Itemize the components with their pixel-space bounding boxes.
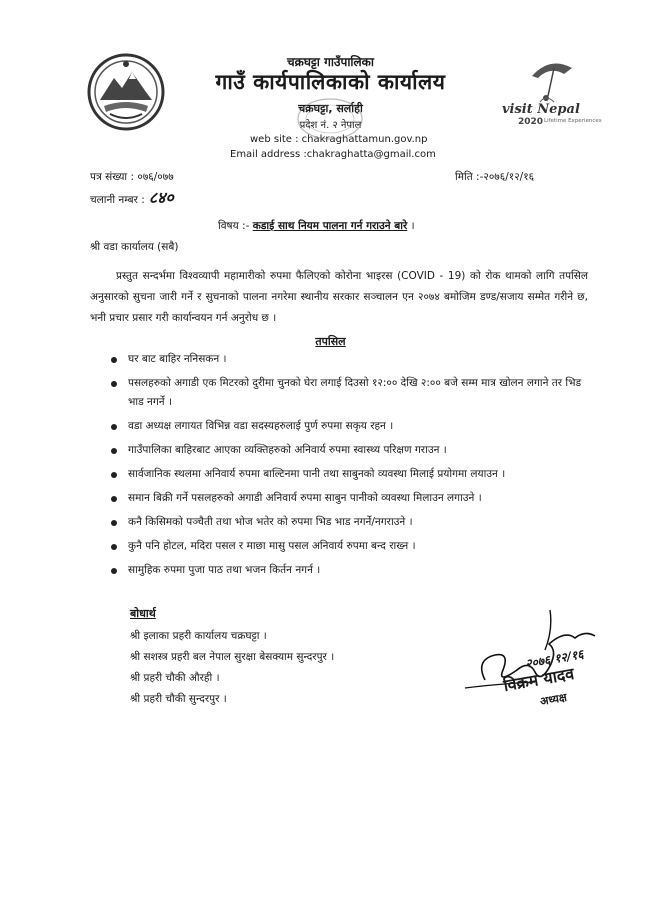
website-text: web site : chakraghattamun.gov.np (250, 134, 428, 145)
office-address: चक्रघट्टा, सर्लाही (298, 102, 363, 115)
list-item: पसलहरुको अगाडी एक मिटरको दुरीमा चुनको घेरा लगाई दिउसो १२:०० देखि २:०० बजे सम्म मात्र खोलन लगाने तर भिड भाड नगर्ने । (104, 374, 590, 412)
list-item: गाउँपालिका बाहिरबाट आएका व्यक्तिहरुको अनिवार्य रुपमा स्वास्थ्य परिक्षण गराउन । (104, 441, 590, 460)
visit-nepal-year: 2020 (518, 117, 544, 127)
signatory-title: अध्यक्ष (539, 690, 568, 709)
municipality-name: चक्रघट्टा गाउँपालिका (286, 55, 374, 69)
signatory-name: विक्रम यादव (501, 663, 576, 696)
dispatch-label: चलानी नम्बर : (90, 194, 145, 206)
email-text: Email address :chakraghatta@gmail.com (230, 149, 436, 160)
recipient: श्री वडा कार्यालय (सबै) (90, 241, 179, 253)
instruction-list (104, 350, 590, 585)
dispatch-value: ८४० (148, 188, 174, 207)
subject-text: कडाई साथ नियम पालना गर्न गराउने बारे (252, 220, 408, 232)
subject-label: विषय :- (218, 220, 250, 232)
umbrella-icon (502, 54, 602, 104)
dispatch-number (90, 186, 174, 208)
cc-heading: बोधार्थ (130, 607, 156, 620)
list-item: सामुहिक रुपमा पुजा पाठ तथा भजन किर्तन नगर्न । (104, 561, 590, 580)
cc-item: श्री प्रहरी चौकी औरही । (130, 672, 220, 684)
visit-nepal-tagline: Lifetime Experiences (544, 118, 602, 124)
visit-nepal-wordmark: visit Nepal (502, 102, 580, 117)
signature-date: २०७६/१२/१६ (524, 647, 585, 671)
subject-line (218, 219, 415, 233)
list-item: सार्वजानिक स्थलमा अनिवार्य रुपमा बाल्टिनमा पानी तथा साबुनको व्यवस्था मिलाई प्रयोगमा लयाउन । (104, 465, 590, 484)
cc-item: श्री इलाका प्रहरी कार्यालय चक्रघट्टा । (130, 630, 267, 642)
subject-end: । (407, 220, 415, 232)
list-item: वडा अध्यक्ष लगायत विभिन्न वडा सदस्यहरुलाई पुर्ण रुपमा सकृय रहन । (104, 417, 590, 436)
body-paragraph: प्रस्तुत सन्दर्भमा विश्वव्यापी महामारीको रुपमा फैलिएको कोरोना भाइरस (COVID - 19) को रोक थामको लागि तपसिल अनुसारको सुचना जारी गर्ने र सुचनाको पालना नगरेमा स्थानीय सरकार सञ्चालन एन २०७४ बमोजिम डण्ड/सजाय सम्मेत गरीने छ, भनी प्रचार प्रसार गरी कार्यान्वयन गर्न अनुरोध छ । (90, 270, 588, 324)
list-item: घर बाट बाहिर ननिसकन । (104, 350, 590, 369)
list-item: कुनै पनि होटल, मदिरा पसल र माछा मासु पसल अनिवार्य रुपमा बन्द राख्न । (104, 537, 590, 556)
visit-nepal-logo (502, 54, 602, 132)
list-item: कनै किसिमको पञ्चैती तथा भोज भतेर को रुपमा भिड भाड नगर्ने/नगराउने । (104, 513, 590, 532)
province-line: प्रदेश नं. २ नेपाल (299, 120, 362, 131)
signature-block (425, 600, 605, 730)
office-stamp (295, 96, 365, 142)
reference-number: पत्र संख्या : ०७६/०७७ (90, 171, 174, 183)
letter-date: मिति :-२०७६/१२/१६ (455, 171, 535, 183)
cc-list (130, 626, 334, 710)
office-title: गाउँ कार्यपालिकाको कार्यालय (215, 70, 446, 94)
list-item: समान बिक्री गर्ने पसलहरुको अगाडी अनिवार्य रुपमा साबुन पानीको व्यवस्था मिलाउन लगाउने । (104, 489, 590, 508)
cc-item: श्री सशस्त्र प्रहरी बल नेपाल सुरक्षा बेसक्याम सुन्दरपुर । (130, 651, 335, 663)
list-heading: तपसिल (315, 335, 346, 348)
cc-item: श्री प्रहरी चौकी सुन्दरपुर । (130, 693, 227, 705)
signature-scribble (425, 600, 605, 730)
